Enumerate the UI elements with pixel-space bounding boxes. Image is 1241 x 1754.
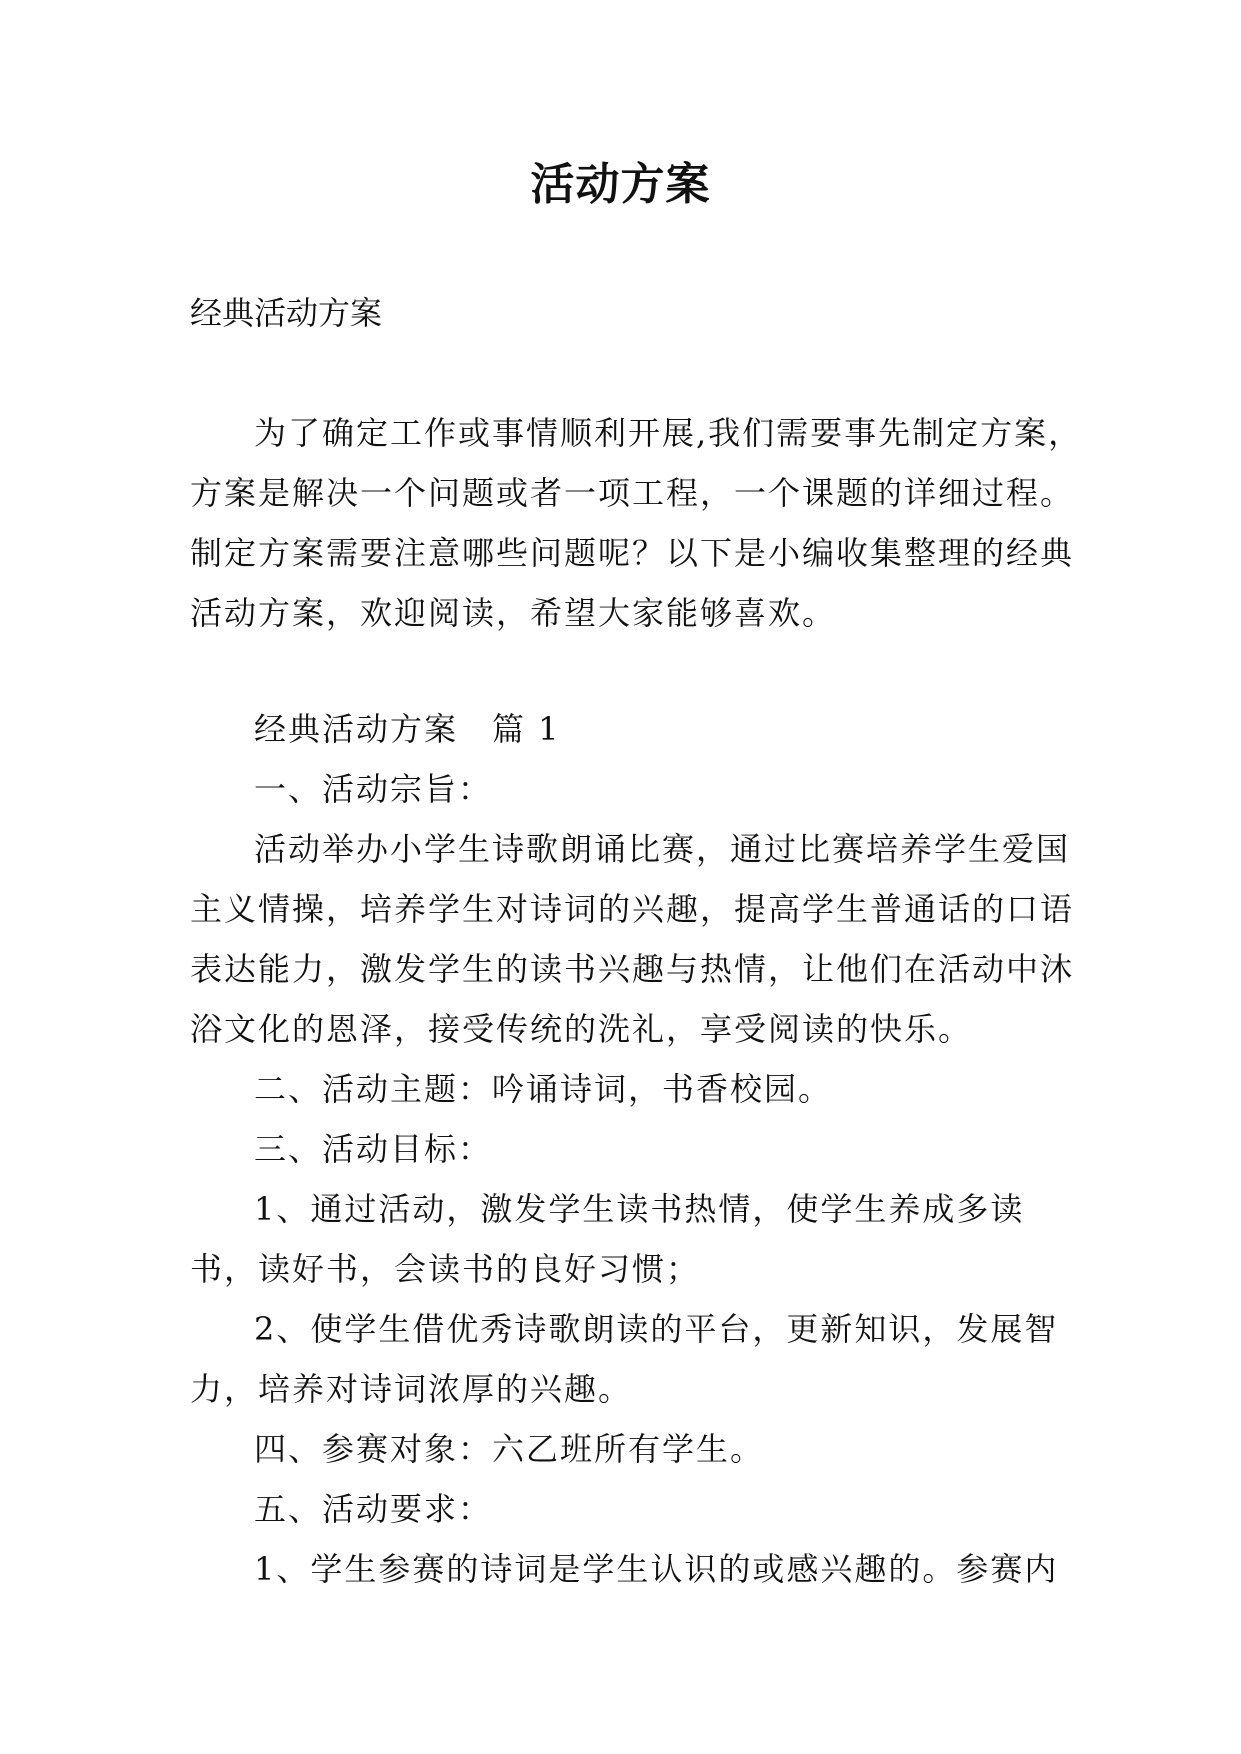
- paragraph-goals-heading: 三、活动目标：: [254, 1130, 493, 1168]
- paragraph-purpose: 活动举办小学生诗歌朗诵比赛，通过比赛培养学生爱国主义情操，培养学生对诗词的兴趣，提高学生普通话的口语表达能力，激发学生的读书兴趣与热情，让他们在活动中沐浴文化的恩泽，接受传统的洗礼，享受阅读的快乐。: [190, 830, 1075, 1048]
- document-title: 活动方案: [530, 159, 711, 210]
- section-1: [190, 699, 1090, 1599]
- paragraph-goal-2: 2、使学生借优秀诗歌朗读的平台，更新知识，发展智力，培养对诗词浓厚的兴趣。: [190, 1310, 1059, 1408]
- paragraph-participants: 四、参赛对象：六乙班所有学生。: [254, 1430, 765, 1468]
- intro-paragraph: 为了确定工作或事情顺利开展,我们需要事先制定方案，方案是解决一个问题或者一项工程，一个课题的详细过程。制定方案需要注意哪些问题呢？以下是小编收集整理的经典活动方案，欢迎阅读，希望大家能够喜欢。: [190, 414, 1083, 632]
- paragraph-requirement-1: 1、学生参赛的诗词是学生认识的或感兴趣的。参赛内: [254, 1550, 1059, 1588]
- paragraph-goal-1: 1、通过活动，激发学生读书热情，使学生养成多读书，读好书，会读书的良好习惯；: [190, 1190, 1025, 1288]
- paragraph-theme: 二、活动主题：吟诵诗词，书香校园。: [254, 1070, 833, 1108]
- section-heading: 经典活动方案 篇 1: [254, 710, 561, 748]
- document-subtitle: 经典活动方案: [190, 294, 383, 332]
- paragraph-requirements-heading: 五、活动要求：: [254, 1490, 493, 1528]
- paragraph-purpose-heading: 一、活动宗旨：: [254, 770, 493, 808]
